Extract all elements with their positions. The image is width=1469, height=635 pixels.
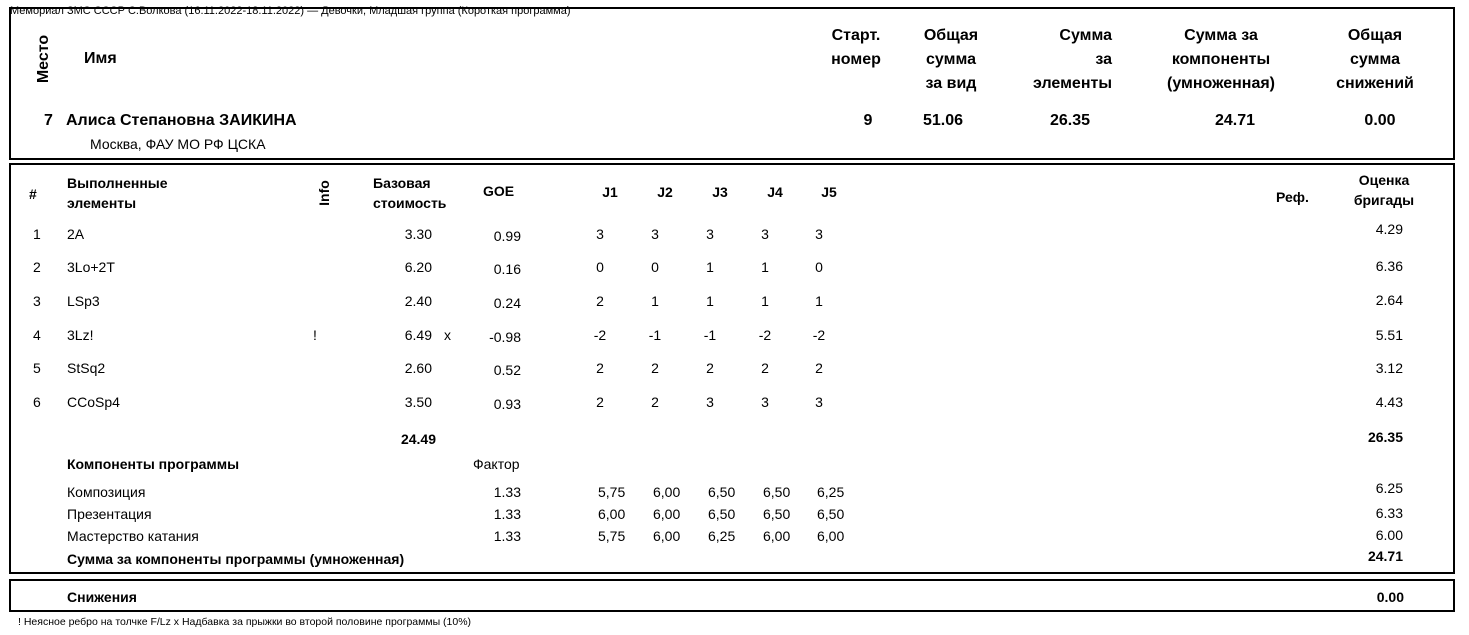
element-judge-score: 2: [651, 394, 659, 410]
total-score-header: Общая сумма за вид: [923, 27, 979, 92]
component-judge-score: 6,00: [817, 528, 845, 544]
element-bonus-mark: x: [444, 327, 451, 343]
footnote: ! Неясное ребро на толчке F/Lz x Надбавка за прыжки во второй половине программы (10%): [18, 616, 472, 628]
component-judge-score: 5,75: [598, 528, 626, 544]
component-judge-score: 6,50: [708, 506, 736, 522]
element-judge-score: 2: [651, 360, 659, 376]
deductions-header: Общая сумма снижений: [1336, 27, 1414, 92]
skater-element-score: 26.35: [1049, 112, 1091, 129]
element-panel-score: 4.43: [1375, 394, 1403, 410]
element-goe: 0.16: [493, 261, 521, 277]
element-judge-score: 3: [706, 226, 714, 242]
element-panel-score: 4.29: [1375, 221, 1403, 237]
skater-place: 7: [44, 112, 53, 129]
element-code: CCoSp4: [67, 394, 120, 410]
element-panel-score: 6.36: [1375, 258, 1403, 274]
deductions-panel: [9, 579, 1455, 612]
component-judge-score: 6,00: [763, 528, 791, 544]
element-score-header: Сумма за элементы: [1033, 27, 1112, 92]
element-number: 2: [33, 259, 41, 275]
element-judge-score: -2: [758, 327, 772, 343]
element-number: 5: [33, 360, 41, 376]
element-judge-score: 1: [761, 293, 769, 309]
col-info-header: Info: [316, 180, 332, 206]
element-judge-score: -1: [703, 327, 717, 343]
element-judge-score: 3: [815, 226, 823, 242]
col-num-header: #: [29, 186, 37, 202]
component-name: Презентация: [67, 506, 152, 522]
components-total: 24.71: [1367, 548, 1403, 564]
component-judge-score: 6,00: [653, 506, 681, 522]
element-judge-score: 0: [596, 259, 604, 275]
panel-score-total: 26.35: [1367, 429, 1403, 445]
element-base-value: 3.50: [404, 394, 432, 410]
deductions-value: 0.00: [1376, 589, 1404, 605]
element-judge-score: 2: [596, 293, 604, 309]
event-caption: Мемориал ЗМС СССР С.Волкова (16.11.2022-18.11.2022) — Девочки, Младшая группа (Короткая программа): [10, 5, 571, 17]
skater-deductions: 0.00: [1364, 112, 1396, 129]
element-panel-score: 2.64: [1375, 292, 1403, 308]
skater-component-score: 24.71: [1214, 112, 1256, 129]
deductions-label: Снижения: [67, 589, 137, 605]
component-factor: 1.33: [493, 528, 521, 544]
judge-3-header: J3: [712, 184, 728, 200]
element-number: 6: [33, 394, 41, 410]
component-judge-score: 6,50: [708, 484, 736, 500]
element-goe: 0.24: [493, 295, 521, 311]
col-base-header: Базовая стоимость: [373, 175, 447, 211]
judge-5-header: J5: [821, 184, 837, 200]
component-name: Мастерство катания: [67, 528, 199, 544]
component-judge-score: 5,75: [598, 484, 626, 500]
col-goe-header: GOE: [483, 183, 515, 199]
element-code: StSq2: [67, 360, 106, 376]
element-judge-score: -2: [593, 327, 607, 343]
element-code: 3Lo+2T: [67, 259, 115, 275]
component-judge-score: 6,25: [817, 484, 845, 500]
element-judge-score: 3: [706, 394, 714, 410]
component-score: 6.33: [1375, 505, 1403, 521]
component-judge-score: 6,50: [763, 484, 791, 500]
element-judge-score: 3: [761, 394, 769, 410]
element-number: 3: [33, 293, 41, 309]
element-judge-score: 2: [596, 394, 604, 410]
element-judge-score: 2: [761, 360, 769, 376]
skater-name: Алиса Степановна ЗАИКИНА: [66, 112, 297, 129]
element-code: 2A: [67, 226, 85, 242]
element-code: 3Lz!: [67, 327, 94, 343]
component-judge-score: 6,00: [653, 528, 681, 544]
element-info: !: [313, 327, 317, 343]
element-judge-score: 1: [651, 293, 659, 309]
element-code: LSp3: [67, 293, 100, 309]
element-judge-score: 0: [651, 259, 659, 275]
element-judge-score: 1: [706, 259, 714, 275]
element-goe: 0.99: [493, 228, 521, 244]
component-score: 6.25: [1375, 480, 1403, 496]
element-base-value: 6.20: [404, 259, 432, 275]
element-base-value: 2.60: [404, 360, 432, 376]
element-judge-score: 2: [596, 360, 604, 376]
element-judge-score: 3: [815, 394, 823, 410]
element-number: 4: [33, 327, 41, 343]
component-judge-score: 6,50: [817, 506, 845, 522]
component-judge-score: 6,00: [653, 484, 681, 500]
component-score-header: Сумма за компоненты (умноженная): [1167, 27, 1275, 92]
element-judge-score: 2: [815, 360, 823, 376]
component-score: 6.00: [1375, 527, 1403, 543]
element-goe: 0.52: [493, 362, 521, 378]
name-header: Имя: [84, 50, 117, 67]
place-header: Место: [35, 34, 52, 84]
component-factor: 1.33: [493, 506, 521, 522]
element-judge-score: 2: [706, 360, 714, 376]
col-ref-header: Реф.: [1276, 189, 1309, 205]
element-base-value: 3.30: [404, 226, 432, 242]
factor-header: Фактор: [473, 456, 520, 472]
element-judge-score: 1: [761, 259, 769, 275]
skater-start-number: 9: [863, 112, 873, 129]
col-panel-header: Оценка бригады: [1353, 172, 1415, 208]
element-number: 1: [33, 226, 41, 242]
components-total-label: Сумма за компоненты программы (умноженная): [67, 551, 405, 567]
element-panel-score: 3.12: [1375, 360, 1403, 376]
element-judge-score: -1: [648, 327, 662, 343]
judge-2-header: J2: [657, 184, 673, 200]
element-base-value: 6.49: [404, 327, 432, 343]
element-judge-score: 0: [815, 259, 823, 275]
judge-1-header: J1: [602, 184, 618, 200]
element-panel-score: 5.51: [1375, 327, 1403, 343]
element-judge-score: -2: [812, 327, 826, 343]
start-number-header: Старт. номер: [831, 27, 881, 68]
element-judge-score: 3: [651, 226, 659, 242]
element-base-value: 2.40: [404, 293, 432, 309]
element-judge-score: 1: [815, 293, 823, 309]
element-judge-score: 1: [706, 293, 714, 309]
element-judge-score: 3: [596, 226, 604, 242]
component-judge-score: 6,50: [763, 506, 791, 522]
element-judge-score: 3: [761, 226, 769, 242]
component-factor: 1.33: [493, 484, 521, 500]
component-judge-score: 6,25: [708, 528, 736, 544]
element-goe: 0.93: [493, 396, 521, 412]
components-title: Компоненты программы: [67, 456, 240, 472]
component-name: Композиция: [67, 484, 146, 500]
skater-club: Москва, ФАУ МО РФ ЦСКА: [90, 136, 266, 152]
element-goe: -0.98: [489, 329, 521, 345]
col-elements-header: Выполненные элементы: [67, 175, 168, 211]
skater-total-score: 51.06: [922, 112, 964, 129]
base-value-total: 24.49: [400, 431, 436, 447]
judge-4-header: J4: [767, 184, 783, 200]
component-judge-score: 6,00: [598, 506, 626, 522]
